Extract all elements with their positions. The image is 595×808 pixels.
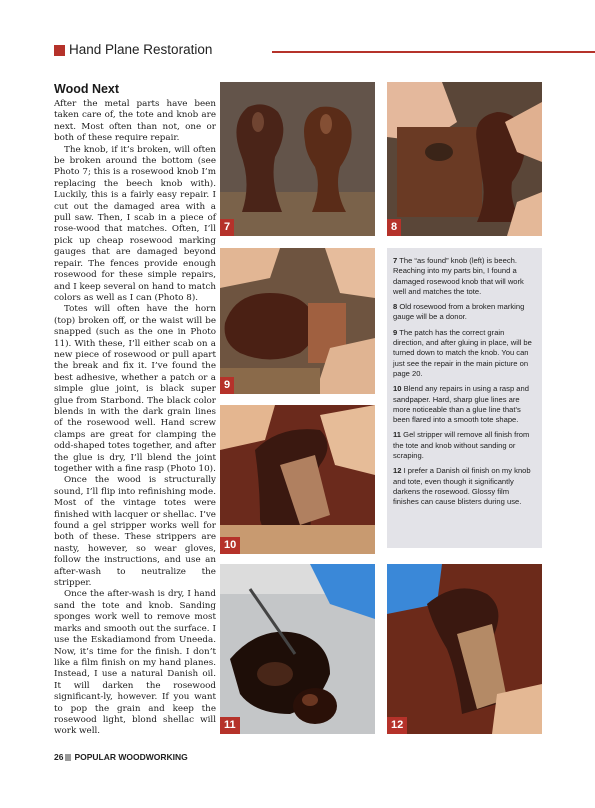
caption-number: 7 [393,256,398,265]
photo-11 [220,564,375,734]
caption-text: The patch has the correct grain direction, and after gluing in place, will be turned down to match the knob. You can just see the repair in the main picture on page 20. [393,327,532,378]
article-heading: Wood Next [54,82,120,96]
photo-number: 12 [387,717,407,734]
article-paragraph: Once the wood is structurally sound, I’ll flip into refinishing mode. Most of the vintage totes were finished with lacquer or shellac. I’ve found a gel stripper works well for both of these. These strippers are nasty, however, so wear gloves, follow the instructions, and use an after-wash to neutralize the stripper. [54,475,216,589]
header-rule [272,51,595,53]
caption-text: Gel stripper will remove all finish from the tote and knob without sanding or scraping. [393,430,530,461]
article-body [54,82,216,738]
photo-12 [387,564,542,734]
section-title: Hand Plane Restoration [69,42,213,57]
photo-captions [387,248,542,548]
photo-number: 10 [220,537,240,554]
caption-number: 10 [393,384,402,394]
page-number: 26 [54,752,64,762]
caption-text: Blend any repairs in using a rasp and sandpaper. Hard, sharp glue lines are more noticeable than a glue line that’s been flared into a smooth tote shape. [393,384,529,425]
caption-item [393,466,536,507]
caption-number: 12 [393,466,402,476]
photo-8 [387,82,542,236]
photo-7 [220,82,375,236]
caption-item [393,328,536,379]
page-footer [54,752,188,762]
article-paragraph: The knob, if it’s broken, will often be broken around the bottom (see Photo 7; this is a rosewood knob I’m replacing the beech knob with). Luckily, this is a fairly easy repair. I cut out the damaged area with a pull saw. Then, I scab in a piece of rose-wood that matches. Often, I’ll pick up cheap rosewood marking gauges that are damaged beyond repair. The fences provide enough rosewood for these simple repairs, and I keep several on hand to match colors as well as I can (Photo 8). [54,144,216,303]
article-paragraph: Totes will often have the horn (top) broken off, or the waist will be snapped (such as the one in Photo 11). With these, I’ll either scab on a new piece of rosewood or pull apart the break and fix it. I’ve found the best adhesive, whether a patch or a simple glue joint, is black super glue from Starbond. The black color blends in with the dark grain lines of the rosewood well. Hand screw clamps are great for clamping the odd-shaped totes together, and after the glue is dry, I’ll blend the joint together with a fine rasp (Photo 10). [54,304,216,474]
photo-10 [220,405,375,554]
caption-text: I prefer a Danish oil finish on my knob and tote, even though it significantly darkens the rosewood. Glossy film finishes can cause blisters during use. [393,466,531,507]
header-square-marker [54,45,65,56]
caption-item [393,302,536,323]
caption-number: 11 [393,430,402,440]
article-paragraph: After the metal parts have been taken care of, the tote and knob are next. Most often than not, one or both of these require repair. [54,99,216,144]
caption-item [393,256,536,297]
footer-divider [65,754,71,761]
photo-number: 11 [220,717,240,734]
caption-number: 8 [393,302,398,312]
photo-number: 7 [220,219,234,236]
caption-number: 9 [393,327,398,337]
caption-text: The “as found” knob (left) is beech. Reaching into my parts bin, I found a damaged rosewood knob that will work well and matches the tote. [393,256,524,296]
section-header [54,42,544,62]
caption-item [393,430,536,461]
caption-item [393,384,536,425]
article-paragraph: Once the after-wash is dry, I hand sand the tote and knob. Sanding sponges work well to remove most marks and smooth out the surface. I use the Eskadiamond from Uneeda. Now, it’s time for the finish. I don’t like a film finish on my hand planes. Instead, I use a natural Danish oil. It will darken the rosewood significant-ly, however. If you want to pop the grain and keep the rosewood light, blond shellac will work well. [54,589,216,737]
caption-text: Old rosewood from a broken marking gauge will be a donor. [393,302,525,322]
photo-9 [220,248,375,394]
photo-number: 8 [387,219,401,236]
photo-number: 9 [220,377,234,394]
publication-name: POPULAR WOODWORKING [74,752,188,762]
